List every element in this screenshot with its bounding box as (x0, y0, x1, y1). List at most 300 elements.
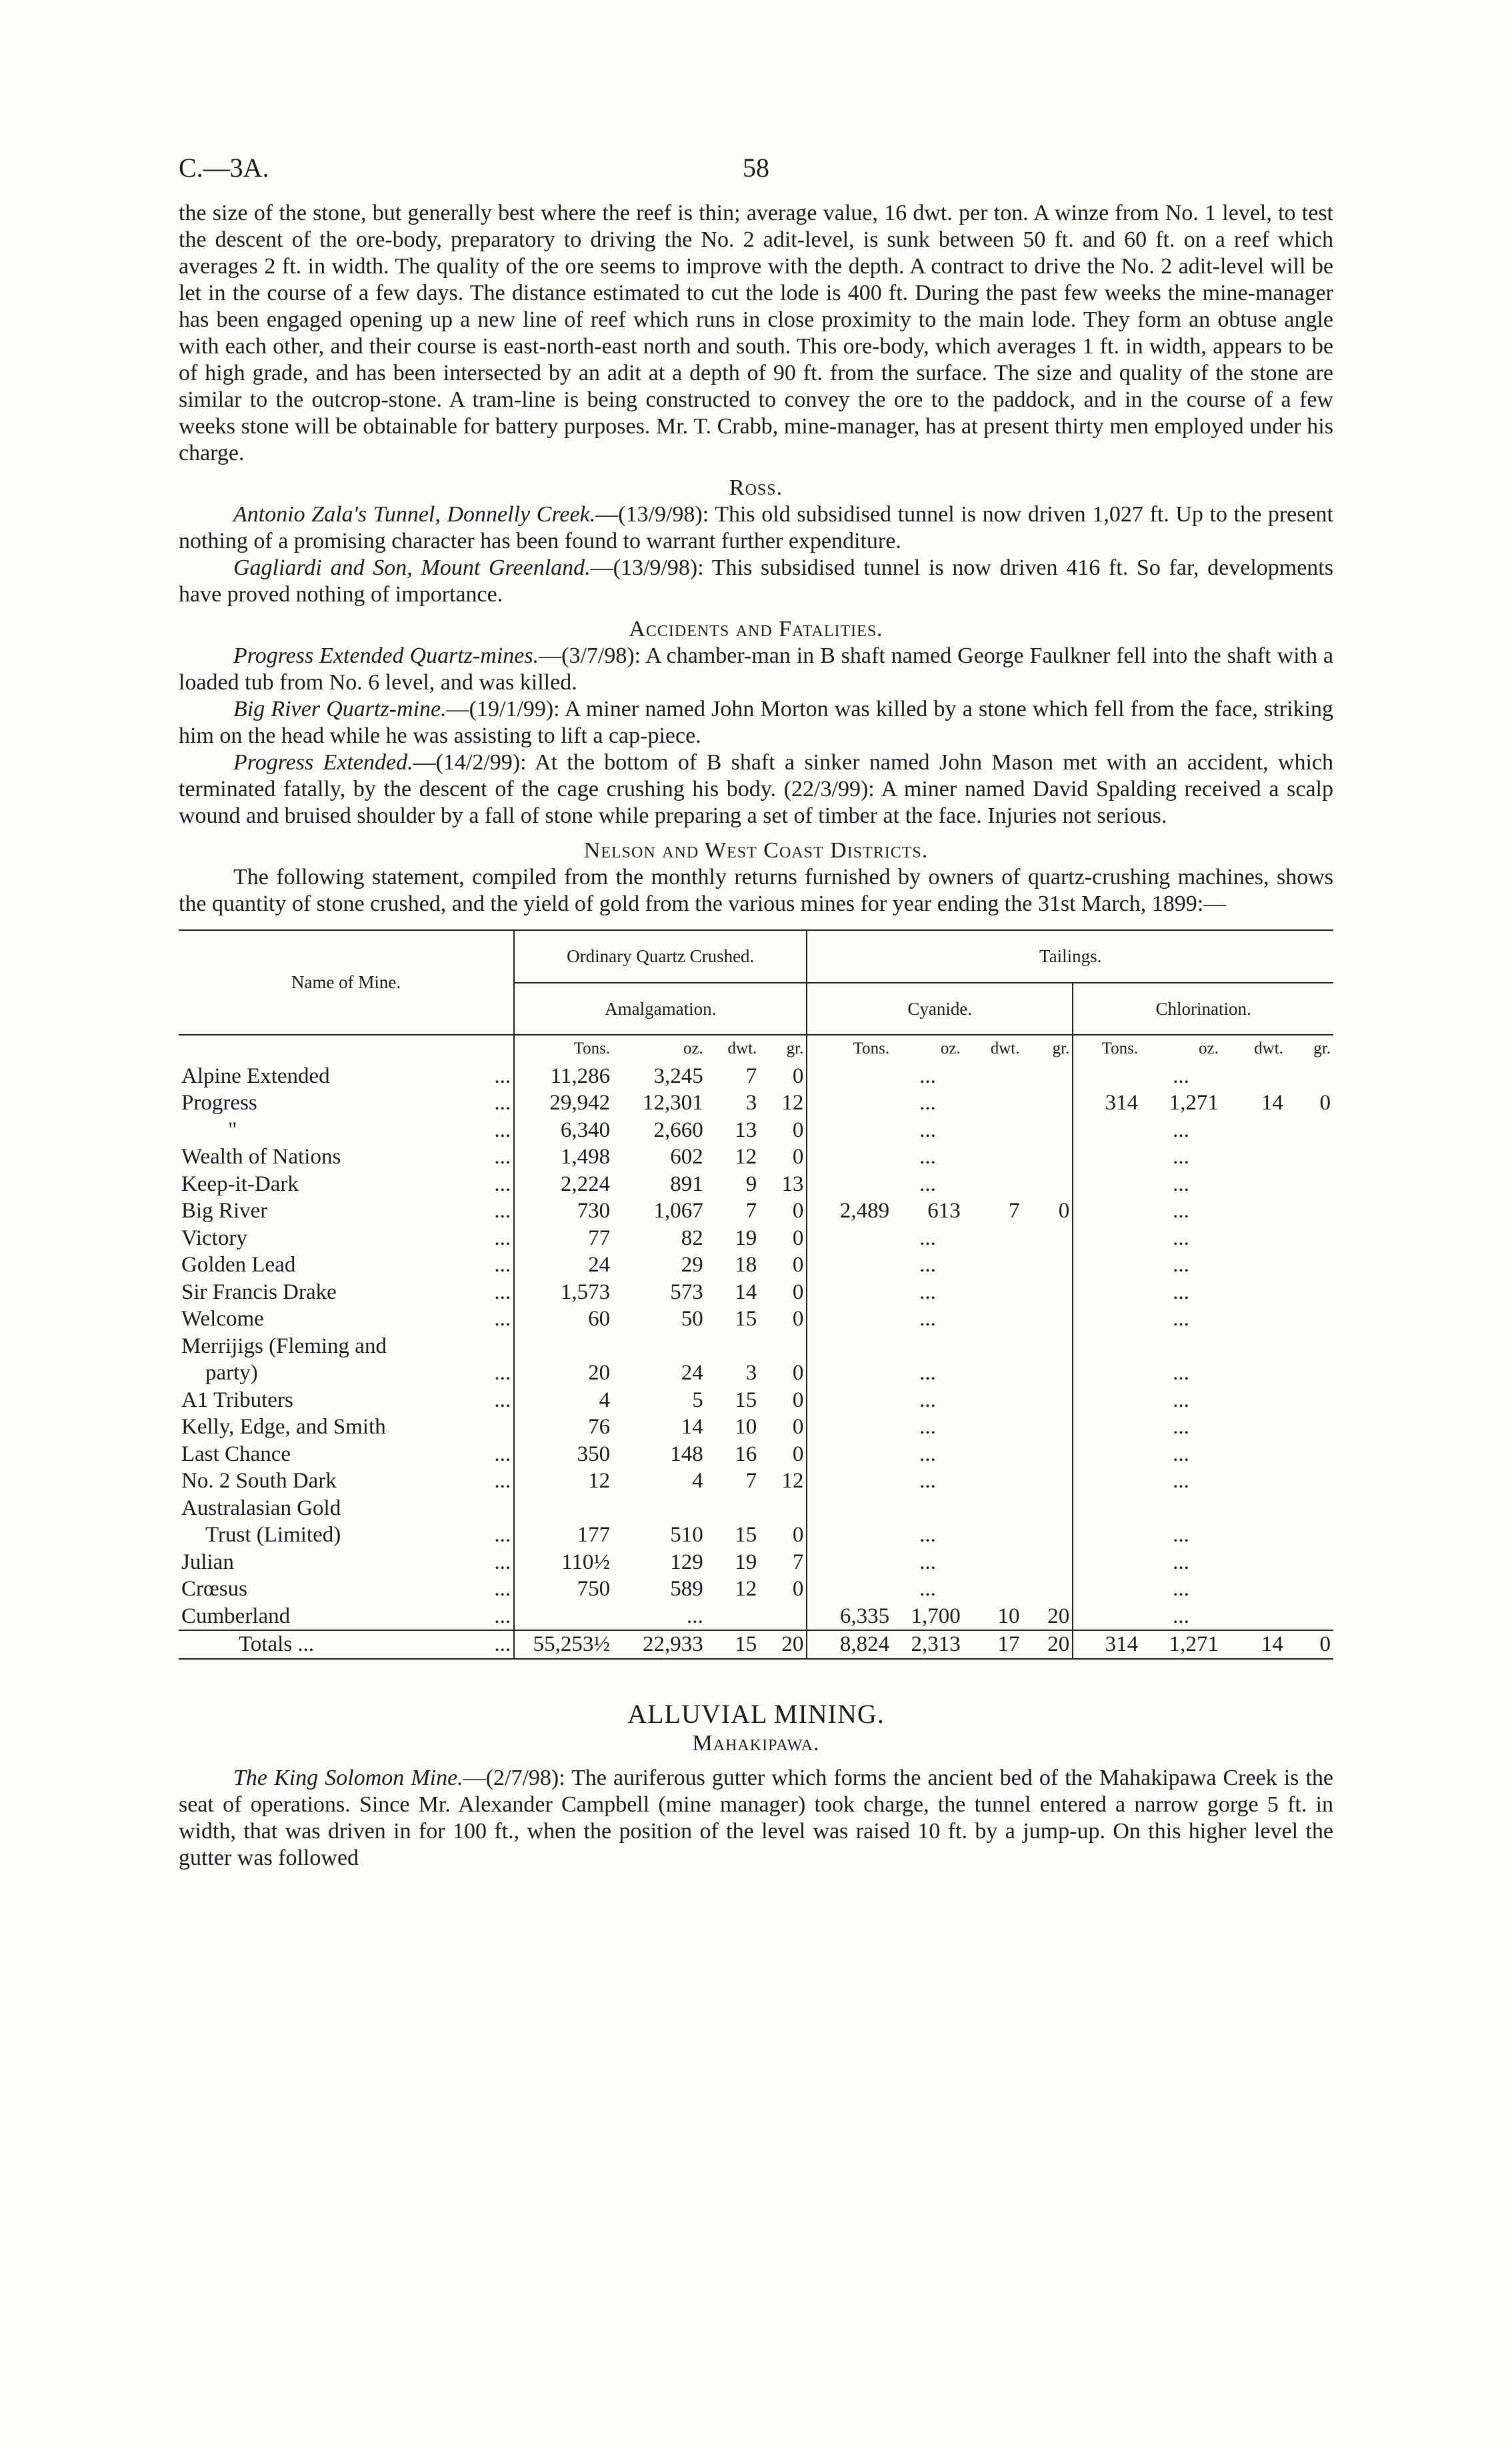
col-header-tailings: Tailings. (807, 930, 1333, 983)
entry-zala-tunnel (179, 501, 1333, 555)
cell (963, 1576, 1023, 1603)
cell: 730 (514, 1197, 613, 1225)
cell (1073, 1441, 1141, 1468)
unit-label: oz. (940, 1039, 961, 1057)
mine-name: Victory ... (179, 1225, 514, 1252)
cell (1221, 1522, 1286, 1549)
unit-label: dwt. (990, 1039, 1020, 1057)
cell: 12 (781, 1469, 804, 1493)
cell (1286, 1522, 1333, 1549)
cell: 7 (745, 1199, 757, 1223)
mine-name: " ... (179, 1117, 514, 1144)
nelson-intro: The following statement, compiled from the monthly returns furnished by owners of quartz-crushing machines, shows the quantity of stone crushed, and the yield of gold from the various mines for year ending the 31st March, 1899:— (179, 865, 1333, 916)
leader-dots: ... (494, 1361, 511, 1385)
table-row (179, 1197, 1333, 1225)
col-header-cyanide: Cyanide. (807, 983, 1073, 1035)
entry-gagliardi (179, 555, 1333, 608)
cell: 24 (681, 1361, 703, 1385)
table-row (179, 1576, 1333, 1603)
cell: ... (1173, 1361, 1189, 1385)
cell: 11,286 (514, 1063, 613, 1090)
cell (1286, 1171, 1333, 1198)
cell: 1,271 (1169, 1091, 1219, 1115)
cell (1221, 1171, 1286, 1198)
cell (1023, 1279, 1073, 1306)
cell: 3 (745, 1361, 757, 1385)
entry-text: —(3/7/98): A chamber-man in B shaft named George Faulkner fell into the shaft with a loaded tub from No. 6 level, and was killed. (179, 643, 1333, 695)
cell (1221, 1387, 1286, 1414)
cell (706, 1603, 760, 1631)
cell (1221, 1063, 1286, 1090)
cell (963, 1387, 1023, 1414)
cell: 148 (670, 1442, 703, 1466)
cell (1073, 1603, 1141, 1631)
leader-dots: ... (494, 1577, 511, 1601)
cell (1221, 1117, 1286, 1144)
cell (1023, 1387, 1073, 1414)
leader-dots: ... (494, 1523, 511, 1547)
cell: ... (919, 1388, 936, 1412)
mine-name: Last Chance ... (179, 1441, 514, 1468)
cell: ... (1173, 1280, 1189, 1304)
entry-text: —(19/1/99): A miner named John Morton was killed by a stone which fell from the face, striking him on the head while he was assisting to lift a cap-piece. (179, 697, 1333, 748)
cell: ... (919, 1307, 936, 1331)
cell (807, 1333, 892, 1360)
cell (1073, 1171, 1141, 1198)
entry-title: Gagliardi and Son, Mount Greenland. (233, 555, 591, 580)
cell: 20 (781, 1632, 804, 1656)
cell (963, 1414, 1023, 1441)
cell (963, 1252, 1023, 1279)
cell: 10 (735, 1415, 757, 1439)
cell (807, 1171, 892, 1198)
cell (1073, 1576, 1141, 1603)
cell (1221, 1279, 1286, 1306)
cell: 7 (792, 1550, 804, 1574)
entry-title: Big River Quartz-mine. (233, 697, 447, 721)
cell (807, 1441, 892, 1468)
cell (1073, 1333, 1141, 1360)
cell: 6,335 (807, 1603, 892, 1631)
cell: 0 (792, 1388, 804, 1412)
mine-name: Cumberland ... (179, 1603, 514, 1631)
cell (706, 1333, 760, 1360)
cell: ... (1173, 1388, 1189, 1412)
section-heading-ross: Ross. (729, 475, 783, 500)
cell (1073, 1063, 1141, 1090)
cell (1221, 1306, 1286, 1333)
cell: 82 (681, 1226, 703, 1250)
cell (963, 1171, 1023, 1198)
cell: ... (919, 1550, 936, 1574)
unit-label: dwt. (727, 1039, 757, 1057)
cell: 76 (514, 1414, 613, 1441)
cell: 14 (681, 1415, 703, 1439)
cell (1023, 1468, 1073, 1495)
cell (1221, 1197, 1286, 1225)
cell: 15 (735, 1307, 757, 1331)
paragraph-continued: the size of the stone, but generally best where the reef is thin; average value, 16 dwt. per ton. A winze from No. 1 level, to test the descent of the ore-body, preparatory to driving the No. 2 adit-level, is sunk between 50 ft. and 60 ft. on a reef which averages 2 ft. in width. The quality of the ore seems to improve with the depth. A contract to drive the No. 2 adit-level will be let in the course of a few days. The distance estimated to cut the lode is 400 ft. During the past few weeks the mine-manager has been engaged opening up a new line of reef which runs in close proximity to the main lode. They form an obtuse angle with each other, and their course is east-north-east north and south. This ore-body, which averages 1 ft. in width, appears to be of high grade, and has been intersected by an adit at a depth of 90 ft. from the surface. The size and quality of the stone are similar to the outcrop-stone. A tram-line is being constructed to convey the ore to the paddock, and in the course of a few weeks stone will be obtainable for battery purposes. Mr. T. Crabb, mine-manager, has at present thirty men employed under his charge. (179, 201, 1333, 465)
mine-name: Big River ... (179, 1197, 514, 1225)
cell: 0 (792, 1442, 804, 1466)
cell (1073, 1495, 1141, 1522)
leader-dots: ... (494, 1632, 511, 1656)
accident-big-river (179, 696, 1333, 749)
cell: ... (1173, 1577, 1189, 1601)
cell (1023, 1576, 1073, 1603)
cell: 15 (735, 1388, 757, 1412)
cell (963, 1143, 1023, 1171)
leader-dots: ... (494, 1442, 511, 1466)
mine-name: Trust (Limited) ... (179, 1522, 514, 1549)
cell (1073, 1252, 1141, 1279)
cell: 12 (514, 1468, 613, 1495)
cell: 1,573 (514, 1279, 613, 1306)
mine-name: Wealth of Nations ... (179, 1143, 514, 1171)
cell (1073, 1414, 1141, 1441)
cell (1286, 1603, 1333, 1631)
unit-label: gr. (1052, 1039, 1070, 1057)
cell (1023, 1333, 1073, 1360)
table-row (179, 1333, 1333, 1360)
unit-label: gr. (1313, 1039, 1331, 1057)
cell (1221, 1576, 1286, 1603)
cell: 15 (735, 1632, 757, 1656)
cell: ... (919, 1442, 936, 1466)
cell: 1,271 (1169, 1632, 1219, 1656)
cell: 14 (735, 1280, 757, 1304)
subheading-mahakipawa: Mahakipawa. (692, 1730, 820, 1756)
cell (807, 1279, 892, 1306)
cell (807, 1143, 892, 1171)
table-row (179, 1279, 1333, 1306)
cell: 20 (1047, 1632, 1070, 1656)
cell (963, 1063, 1023, 1090)
cell: ... (919, 1145, 936, 1169)
cell (963, 1441, 1023, 1468)
cell (1286, 1225, 1333, 1252)
mine-name: Australasian Gold (181, 1496, 341, 1520)
leader-dots: ... (494, 1388, 511, 1412)
entry-king-solomon (179, 1765, 1333, 1872)
mine-name: Alpine Extended ... (179, 1063, 514, 1090)
cell: 5 (692, 1388, 703, 1412)
cell (807, 1468, 892, 1495)
cell: 50 (681, 1307, 703, 1331)
cell (1286, 1333, 1333, 1360)
cell: 177 (514, 1522, 613, 1549)
cell (1221, 1333, 1286, 1360)
table-body (179, 1063, 1333, 1631)
cell: ... (1173, 1253, 1189, 1277)
cell (807, 1252, 892, 1279)
cell: ... (1173, 1550, 1189, 1574)
cell (1023, 1117, 1073, 1144)
cell (807, 1063, 892, 1090)
cell: 0 (1319, 1091, 1331, 1115)
cell: 314 (1073, 1089, 1141, 1117)
cell: 14 (1261, 1632, 1283, 1656)
cell: 129 (670, 1550, 703, 1574)
units-blank (179, 1035, 514, 1063)
cell (1073, 1143, 1141, 1171)
table-row (179, 1063, 1333, 1090)
table-row (179, 1117, 1333, 1144)
cell: 24 (514, 1252, 613, 1279)
table-row (179, 1252, 1333, 1279)
cell (1286, 1279, 1333, 1306)
cell: 1,700 (911, 1604, 961, 1628)
cell (1073, 1360, 1141, 1387)
cell (1221, 1143, 1286, 1171)
cell: ... (1173, 1469, 1189, 1493)
cell: 16 (735, 1442, 757, 1466)
cell: 110½ (514, 1549, 613, 1576)
cell: ... (1173, 1199, 1189, 1223)
cell (1286, 1252, 1333, 1279)
cell (963, 1225, 1023, 1252)
cell (1221, 1441, 1286, 1468)
cell: 29,942 (514, 1089, 613, 1117)
cell (1141, 1333, 1221, 1360)
mine-name: Sir Francis Drake ... (179, 1279, 514, 1306)
cell: 0 (792, 1307, 804, 1331)
leader-dots: ... (494, 1280, 511, 1304)
cell: ... (1173, 1523, 1189, 1547)
totals-row (179, 1630, 1333, 1659)
document-code: C.—3A. (179, 153, 269, 183)
cell: 7 (745, 1063, 757, 1088)
cell: ... (919, 1117, 936, 1142)
cell: 18 (735, 1253, 757, 1277)
unit-label: oz. (683, 1039, 703, 1057)
mine-name: Kelly, Edge, and Smith (181, 1415, 386, 1439)
table-row (179, 1306, 1333, 1333)
cell (1286, 1306, 1333, 1333)
leader-dots: ... (494, 1550, 511, 1574)
entry-text: —(13/9/98): This old subsidised tunnel is now driven 1,027 ft. Up to the present nothing of a promising character has been found to warrant further expenditure. (179, 502, 1333, 553)
cell (514, 1603, 613, 1631)
cell: 1,067 (653, 1199, 703, 1223)
cell: 0 (792, 1226, 804, 1250)
cell (1023, 1441, 1073, 1468)
cell: 12 (735, 1145, 757, 1169)
cell (963, 1117, 1023, 1144)
cell: ... (919, 1280, 936, 1304)
page-number: 58 (743, 153, 769, 183)
cell (1073, 1117, 1141, 1144)
cell: 12 (781, 1091, 804, 1115)
cell: ... (919, 1253, 936, 1277)
unit-label: dwt. (1254, 1039, 1283, 1057)
table-row (179, 1360, 1333, 1387)
cell: 20 (1047, 1604, 1070, 1628)
cell: 0 (1319, 1632, 1331, 1656)
cell: 77 (514, 1225, 613, 1252)
cell (1023, 1549, 1073, 1576)
cell (1286, 1063, 1333, 1090)
cell (1221, 1252, 1286, 1279)
cell (1023, 1225, 1073, 1252)
leader-dots: ... (494, 1063, 511, 1088)
cell (1073, 1468, 1141, 1495)
leader-dots: ... (494, 1171, 511, 1196)
cell: ... (919, 1361, 936, 1385)
cell: 1,498 (514, 1143, 613, 1171)
cell: 10 (997, 1604, 1020, 1628)
cell: 350 (514, 1441, 613, 1468)
cell (1073, 1549, 1141, 1576)
cell (759, 1495, 807, 1522)
cell (807, 1225, 892, 1252)
cell (807, 1576, 892, 1603)
cell: ... (919, 1091, 936, 1115)
entry-title: Progress Extended. (233, 750, 413, 775)
cell: ... (919, 1469, 936, 1493)
page-content (179, 200, 1333, 1872)
mine-name: Julian ... (179, 1549, 514, 1576)
cell (807, 1549, 892, 1576)
cell: 13 (735, 1117, 757, 1142)
cell (1073, 1279, 1141, 1306)
cell (1023, 1522, 1073, 1549)
cell (1073, 1522, 1141, 1549)
col-header-name: Name of Mine. (291, 972, 401, 993)
cell (1286, 1387, 1333, 1414)
cell (1141, 1495, 1221, 1522)
leader-dots: ... (494, 1604, 511, 1628)
cell: 2,660 (653, 1117, 703, 1142)
table-row (179, 1171, 1333, 1198)
cell: 0 (792, 1145, 804, 1169)
mine-name: Crœsus ... (179, 1576, 514, 1603)
cell: 0 (792, 1361, 804, 1385)
cell: 891 (670, 1171, 703, 1196)
cell (963, 1495, 1023, 1522)
totals-label: Totals ... ... (179, 1630, 514, 1659)
entry-text: —(13/9/98): This subsidised tunnel is now driven 416 ft. So far, developments have proved nothing of importance. (179, 555, 1333, 607)
cell: 7 (1009, 1199, 1020, 1223)
mine-name: party) ... (179, 1360, 514, 1387)
cell: 4 (692, 1469, 703, 1493)
section-heading-nelson: Nelson and West Coast Districts. (583, 838, 929, 863)
cell (963, 1549, 1023, 1576)
leader-dots: ... (494, 1226, 511, 1250)
cell: ... (919, 1226, 936, 1250)
cell (1023, 1089, 1073, 1117)
cell (1023, 1414, 1073, 1441)
cell (1023, 1495, 1073, 1522)
cell (963, 1333, 1023, 1360)
cell: 17 (997, 1632, 1020, 1656)
table-row (179, 1495, 1333, 1522)
cell (1023, 1143, 1073, 1171)
table-row (179, 1225, 1333, 1252)
cell (613, 1495, 706, 1522)
accident-progress-extended (179, 749, 1333, 829)
cell (1221, 1495, 1286, 1522)
cell: 0 (792, 1523, 804, 1547)
cell: ... (1173, 1415, 1189, 1439)
cell (807, 1414, 892, 1441)
cell: ... (919, 1523, 936, 1547)
cell (963, 1279, 1023, 1306)
cell: 8,824 (807, 1630, 892, 1659)
cell: 0 (1058, 1199, 1070, 1223)
cell: ... (1173, 1145, 1189, 1169)
cell: 602 (670, 1145, 703, 1169)
section-heading-alluvial: ALLUVIAL MINING. (627, 1698, 885, 1729)
entry-title: Antonio Zala's Tunnel, Donnelly Creek. (233, 502, 596, 527)
cell: 314 (1073, 1630, 1141, 1659)
entry-title: The King Solomon Mine. (233, 1765, 463, 1790)
cell (759, 1333, 807, 1360)
cell: ... (1173, 1442, 1189, 1466)
unit-label: Tons. (1073, 1035, 1141, 1063)
unit-label: oz. (1198, 1039, 1219, 1057)
cell: 12,301 (643, 1091, 703, 1115)
cell (1286, 1468, 1333, 1495)
leader-dots: ... (494, 1117, 511, 1142)
cell (1221, 1603, 1286, 1631)
page-header (179, 152, 1333, 185)
cell: 19 (735, 1550, 757, 1574)
cell (1286, 1576, 1333, 1603)
mine-name: Progress ... (179, 1089, 514, 1117)
cell (963, 1468, 1023, 1495)
cell (514, 1333, 613, 1360)
cell (706, 1495, 760, 1522)
table-row (179, 1143, 1333, 1171)
cell (807, 1306, 892, 1333)
table-row (179, 1441, 1333, 1468)
leader-dots: ... (494, 1145, 511, 1169)
cell (1221, 1360, 1286, 1387)
cell (1073, 1306, 1141, 1333)
unit-label: gr. (786, 1039, 804, 1057)
cell: 0 (792, 1577, 804, 1601)
cell: 20 (514, 1360, 613, 1387)
cell: 6,340 (514, 1117, 613, 1144)
cell (613, 1333, 706, 1360)
cell (759, 1603, 807, 1631)
cell: 13 (781, 1171, 804, 1196)
cell (1286, 1549, 1333, 1576)
cell (1073, 1387, 1141, 1414)
cell: 22,933 (643, 1632, 703, 1656)
cell: 9 (745, 1171, 757, 1196)
cell: ... (919, 1415, 936, 1439)
cell: 29 (681, 1253, 703, 1277)
cell: ... (1173, 1063, 1189, 1088)
crushing-returns-table (179, 929, 1333, 1660)
cell (807, 1387, 892, 1414)
cell (1221, 1225, 1286, 1252)
cell (807, 1495, 892, 1522)
cell: 12 (735, 1577, 757, 1601)
cell (1286, 1143, 1333, 1171)
mine-name: Welcome ... (179, 1306, 514, 1333)
cell (963, 1522, 1023, 1549)
cell: 55,253½ (514, 1630, 613, 1659)
cell: 613 (927, 1199, 961, 1223)
cell: ... (687, 1604, 703, 1628)
cell (892, 1333, 963, 1360)
cell (1286, 1197, 1333, 1225)
cell (807, 1360, 892, 1387)
cell (1023, 1063, 1073, 1090)
cell: 3 (745, 1091, 757, 1115)
